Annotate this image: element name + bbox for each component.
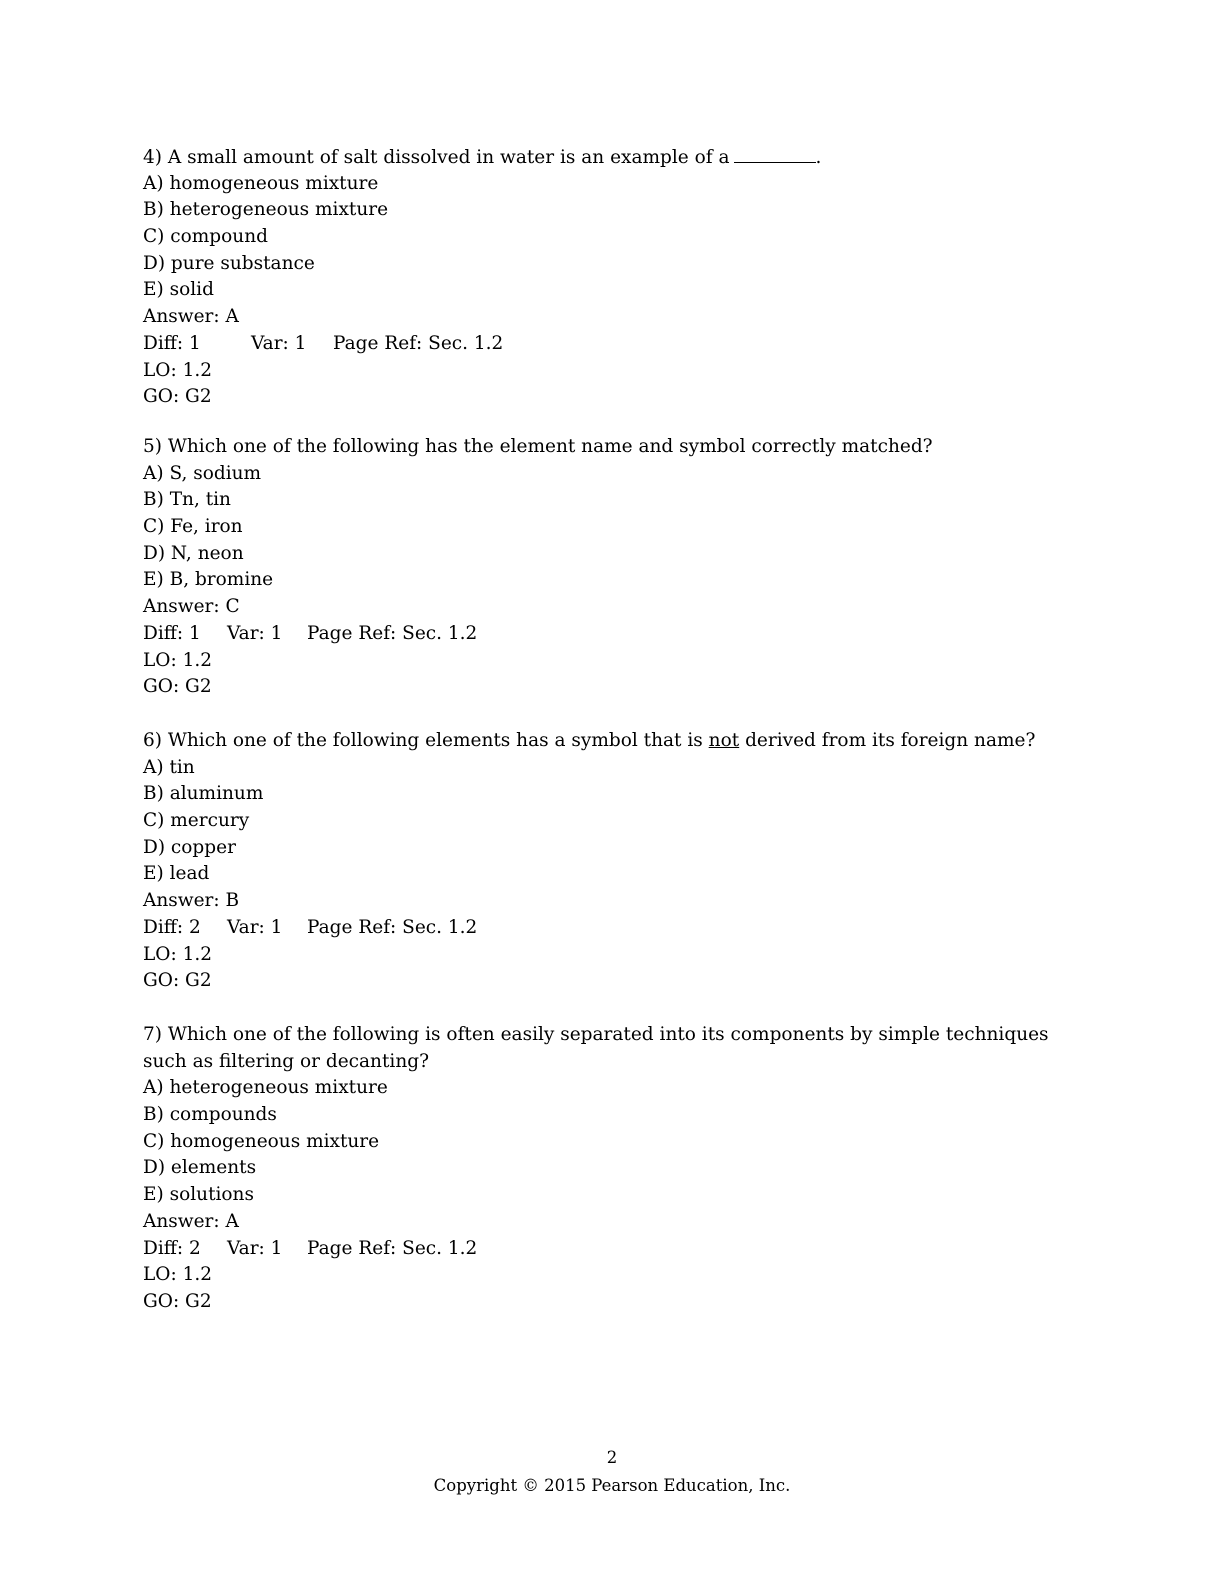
question-7 (143, 1022, 1083, 1316)
general-objective: GO: G2 (143, 386, 212, 408)
question-stem-before: 6) Which one of the following elements has a symbol that is (143, 730, 703, 751)
question-stem (143, 144, 1083, 171)
difficulty: Diff: 2 (143, 916, 201, 938)
answer-blank (734, 144, 816, 163)
option-c: C) Fe, iron (143, 516, 243, 538)
option-c: C) homogeneous mixture (143, 1130, 380, 1152)
learning-objective: LO: 1.2 (143, 359, 212, 381)
difficulty: Diff: 1 (143, 622, 201, 644)
option-e: E) B, bromine (143, 569, 274, 591)
option-e: E) lead (143, 863, 210, 885)
meta-row (143, 1236, 1083, 1263)
answer: Answer: A (143, 306, 239, 328)
question-4 (143, 144, 1083, 411)
learning-objective: LO: 1.2 (143, 943, 212, 965)
answer: Answer: A (143, 1210, 239, 1232)
option-d: D) copper (143, 836, 236, 858)
question-6 (143, 728, 1083, 995)
option-b: B) aluminum (143, 783, 264, 805)
question-stem: 5) Which one of the following has the element name and symbol correctly matched? (143, 436, 933, 457)
option-d: D) elements (143, 1157, 257, 1179)
difficulty: Diff: 1 (143, 332, 201, 354)
page-ref: Page Ref: Sec. 1.2 (307, 916, 478, 938)
option-a: A) heterogeneous mixture (143, 1077, 388, 1099)
variant: Var: 1 (251, 332, 307, 354)
option-a: A) tin (143, 756, 195, 778)
question-5 (143, 434, 1083, 701)
general-objective: GO: G2 (143, 676, 212, 698)
option-b: B) heterogeneous mixture (143, 199, 389, 221)
answer: Answer: C (143, 596, 240, 618)
page-number: 2 (606, 1448, 618, 1467)
question-stem-after: derived from its foreign name? (745, 730, 1036, 751)
option-a: A) S, sodium (143, 462, 262, 484)
general-objective: GO: G2 (143, 1290, 212, 1312)
underlined-word: not (708, 730, 740, 751)
question-stem: 7) Which one of the following is often easily separated into its components by simple techniques such as filtering or decanting? (143, 1024, 1049, 1072)
variant: Var: 1 (227, 622, 283, 644)
option-d: D) N, neon (143, 542, 244, 564)
difficulty: Diff: 2 (143, 1237, 201, 1259)
question-stem-text: 4) A small amount of salt dissolved in water is an example of a (143, 147, 730, 168)
variant: Var: 1 (227, 1237, 283, 1259)
meta-row (143, 331, 1083, 358)
answer: Answer: B (143, 890, 240, 912)
page-ref: Page Ref: Sec. 1.2 (333, 332, 504, 354)
question-stem (143, 728, 1083, 755)
meta-row (143, 915, 1083, 942)
question-stem-end: . (815, 147, 822, 168)
variant: Var: 1 (227, 916, 283, 938)
meta-row (143, 621, 1083, 648)
option-c: C) mercury (143, 810, 250, 832)
option-d: D) pure substance (143, 252, 315, 274)
learning-objective: LO: 1.2 (143, 1264, 212, 1286)
option-a: A) homogeneous mixture (143, 172, 379, 194)
option-b: B) compounds (143, 1104, 277, 1126)
option-b: B) Tn, tin (143, 489, 231, 511)
page-ref: Page Ref: Sec. 1.2 (307, 1237, 478, 1259)
option-e: E) solutions (143, 1184, 254, 1206)
option-e: E) solid (143, 279, 214, 301)
learning-objective: LO: 1.2 (143, 649, 212, 671)
copyright-notice: Copyright © 2015 Pearson Education, Inc. (433, 1476, 791, 1495)
option-c: C) compound (143, 226, 268, 248)
page-ref: Page Ref: Sec. 1.2 (307, 622, 478, 644)
general-objective: GO: G2 (143, 970, 212, 992)
